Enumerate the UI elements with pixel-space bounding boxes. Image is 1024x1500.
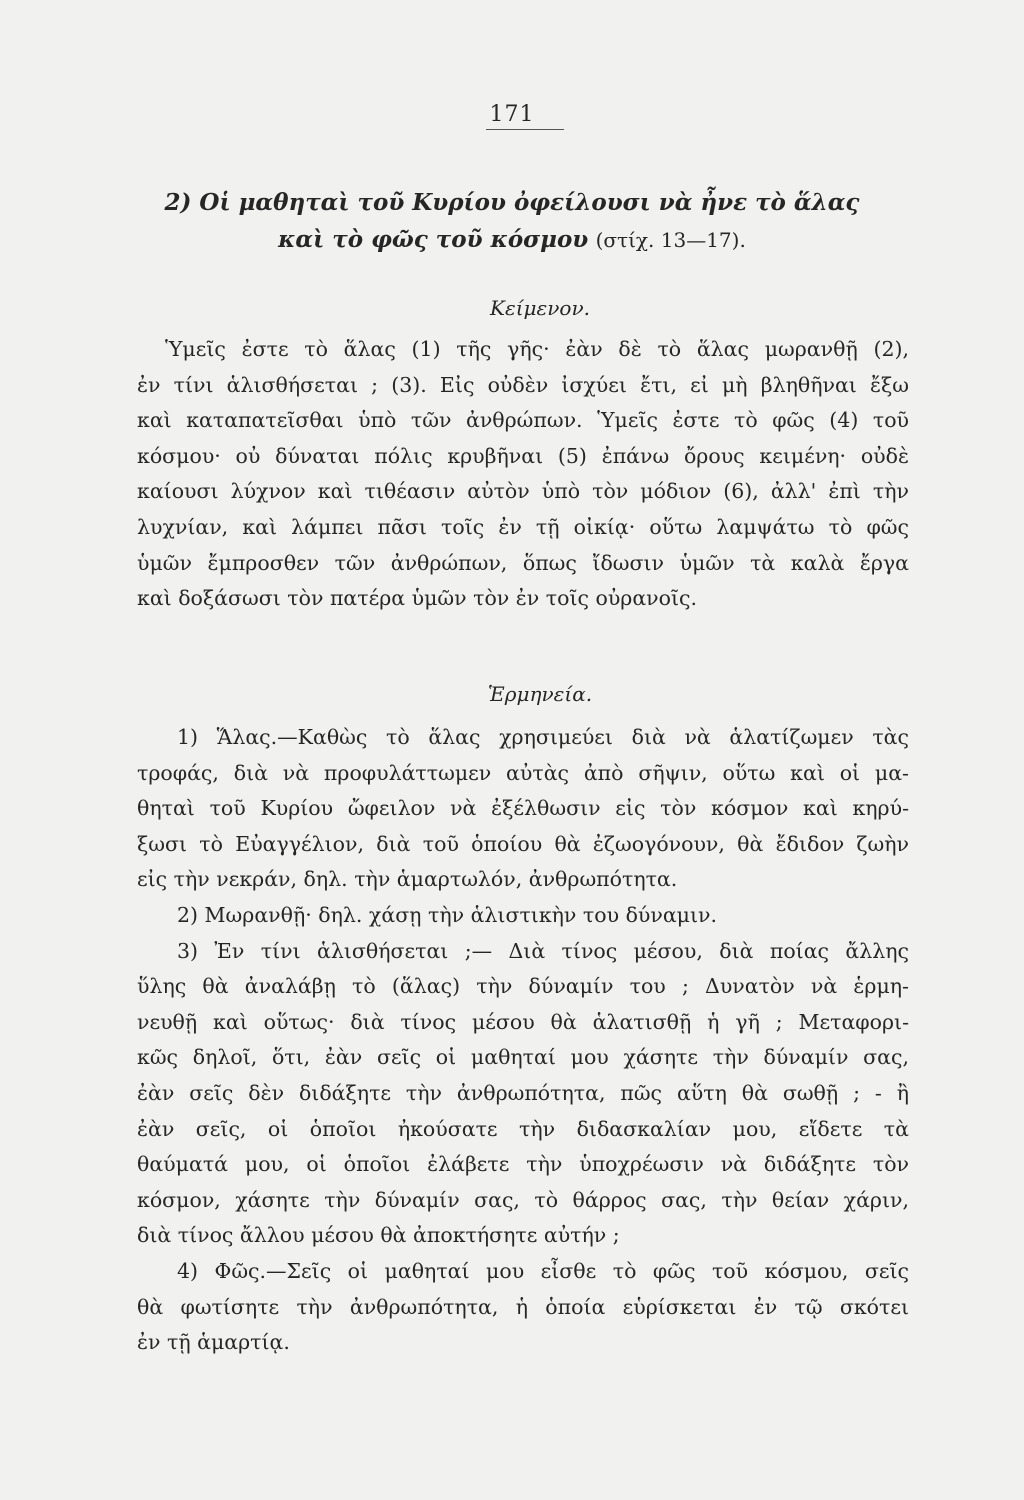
scripture-line: καὶ δοξάσωσι τὸν πατέρα ὑμῶν τὸν ἐν τοῖς οὐρανοῖς. bbox=[137, 586, 698, 611]
section-title-line-1: 2) Οἱ μαθηταὶ τοῦ Κυρίου ὀφείλουσι νὰ ἦνε τὸ ἅλας bbox=[164, 189, 860, 216]
page-number: 171 bbox=[489, 102, 535, 127]
note-line: θαύματά μου, οἱ ὁποῖοι ἐλάβετε τὴν ὑποχρέωσιν νὰ διδάξητε τὸν bbox=[137, 1152, 909, 1177]
note-line: κόσμον, χάσητε τὴν δύναμίν σας, τὸ θάρρος σας, τὴν θείαν χάριν, bbox=[137, 1187, 909, 1212]
note-line: 2) Μωρανθῇ· δηλ. χάσῃ τὴν ἁλιστικὴν του δύναμιν. bbox=[177, 902, 718, 927]
scripture-line: ὑμῶν ἔμπροσθεν τῶν ἀνθρώπων, ὅπως ἴδωσιν ὑμῶν τὰ καλὰ ἔργα bbox=[137, 550, 909, 575]
scripture-line: καίουσι λύχνον καὶ τιθέασιν αὐτὸν ὑπὸ τὸν μόδιον (6), ἀλλ' ἐπὶ τὴν bbox=[137, 479, 909, 504]
note-line: θὰ φωτίσητε τὴν ἀνθρωπότητα, ἡ ὁποία εὑρίσκεται ἐν τῷ σκότει bbox=[137, 1294, 909, 1319]
interpretation-heading: Ἑρμηνεία. bbox=[487, 682, 593, 706]
text-heading: Κείμενον. bbox=[490, 296, 590, 320]
section-title-line-2-main: καὶ τὸ φῶς τοῦ κόσμου bbox=[278, 226, 589, 253]
section-title-line-2 bbox=[0, 221, 1024, 259]
scripture-line: κόσμου· οὐ δύναται πόλις κρυβῆναι (5) ἐπάνω ὄρους κειμένη· οὐδὲ bbox=[137, 443, 909, 468]
note-line: ἐὰν σεῖς δὲν διδάξητε τὴν ἀνθρωπότητα, πῶς αὕτη θὰ σωθῇ ; - ἢ bbox=[137, 1080, 909, 1105]
page-number-rule bbox=[486, 129, 564, 130]
note-line: ξωσι τὸ Εὐαγγέλιον, διὰ τοῦ ὁποίου θὰ ἐζωογόνουν, θὰ ἔδιδον ζωὴν bbox=[137, 831, 909, 856]
note-line: ἐν τῇ ἁμαρτίᾳ. bbox=[137, 1330, 290, 1355]
scripture-line: λυχνίαν, καὶ λάμπει πᾶσι τοῖς ἐν τῇ οἰκίᾳ· οὕτω λαμψάτω τὸ φῶς bbox=[137, 514, 909, 539]
note-line: ὕλης θὰ ἀναλάβῃ τὸ (ἅλας) τὴν δύναμίν του ; Δυνατὸν νὰ ἑρμη- bbox=[137, 974, 909, 999]
interpretation-text bbox=[137, 720, 909, 1361]
note-line: κῶς δηλοῖ, ὅτι, ἐὰν σεῖς οἱ μαθηταί μου χάσητε τὴν δύναμίν σας, bbox=[137, 1045, 909, 1070]
verse-reference: (στίχ. 13—17). bbox=[595, 228, 746, 252]
scripture-line: Ὑμεῖς ἐστε τὸ ἅλας (1) τῆς γῆς· ἐὰν δὲ τὸ ἅλας μωρανθῇ (2), bbox=[165, 337, 909, 361]
note-line: ἐὰν σεῖς, οἱ ὁποῖοι ἠκούσατε τὴν διδασκαλίαν μου, εἴδετε τὰ bbox=[137, 1116, 909, 1141]
interpretation-note-3 bbox=[137, 934, 909, 1254]
interpretation-note-1 bbox=[137, 720, 909, 898]
note-line: εἰς τὴν νεκράν, δηλ. τὴν ἁμαρτωλόν, ἀνθρωπότητα. bbox=[137, 867, 678, 892]
scripture-line: ἐν τίνι ἁλισθήσεται ; (3). Εἰς οὐδὲν ἰσχύει ἔτι, εἰ μὴ βληθῆναι ἔξω bbox=[137, 372, 909, 397]
scripture-text bbox=[137, 332, 909, 617]
note-line: 4) Φῶς.—Σεῖς οἱ μαθηταί μου εἶσθε τὸ φῶς τοῦ κόσμου, σεῖς bbox=[177, 1258, 909, 1283]
note-line: θηταὶ τοῦ Κυρίου ὤφειλον νὰ ἐξέλθωσιν εἰς τὸν κόσμον καὶ κηρύ- bbox=[137, 796, 909, 821]
section-title bbox=[0, 184, 1024, 259]
note-line: 3) Ἐν τίνι ἁλισθήσεται ;— Διὰ τίνος μέσου, διὰ ποίας ἄλλης bbox=[177, 938, 909, 963]
note-line: διὰ τίνος ἄλλου μέσου θὰ ἀποκτήσητε αὐτήν ; bbox=[137, 1223, 620, 1248]
note-line: τροφάς, διὰ νὰ προφυλάττωμεν αὐτὰς ἀπὸ σῆψιν, οὕτω καὶ οἱ μα- bbox=[137, 760, 909, 785]
note-line: νευθῇ καὶ οὕτως· διὰ τίνος μέσου θὰ ἁλατισθῇ ἡ γῆ ; Μεταφορι- bbox=[137, 1009, 909, 1034]
interpretation-note-4 bbox=[137, 1254, 909, 1361]
scripture-line: καὶ καταπατεῖσθαι ὑπὸ τῶν ἀνθρώπων. Ὑμεῖς ἐστε τὸ φῶς (4) τοῦ bbox=[137, 408, 909, 433]
interpretation-note-2 bbox=[137, 898, 909, 934]
note-line: 1) Ἅλας.—Καθὼς τὸ ἅλας χρησιμεύει διὰ νὰ ἁλατίζωμεν τὰς bbox=[177, 725, 909, 749]
